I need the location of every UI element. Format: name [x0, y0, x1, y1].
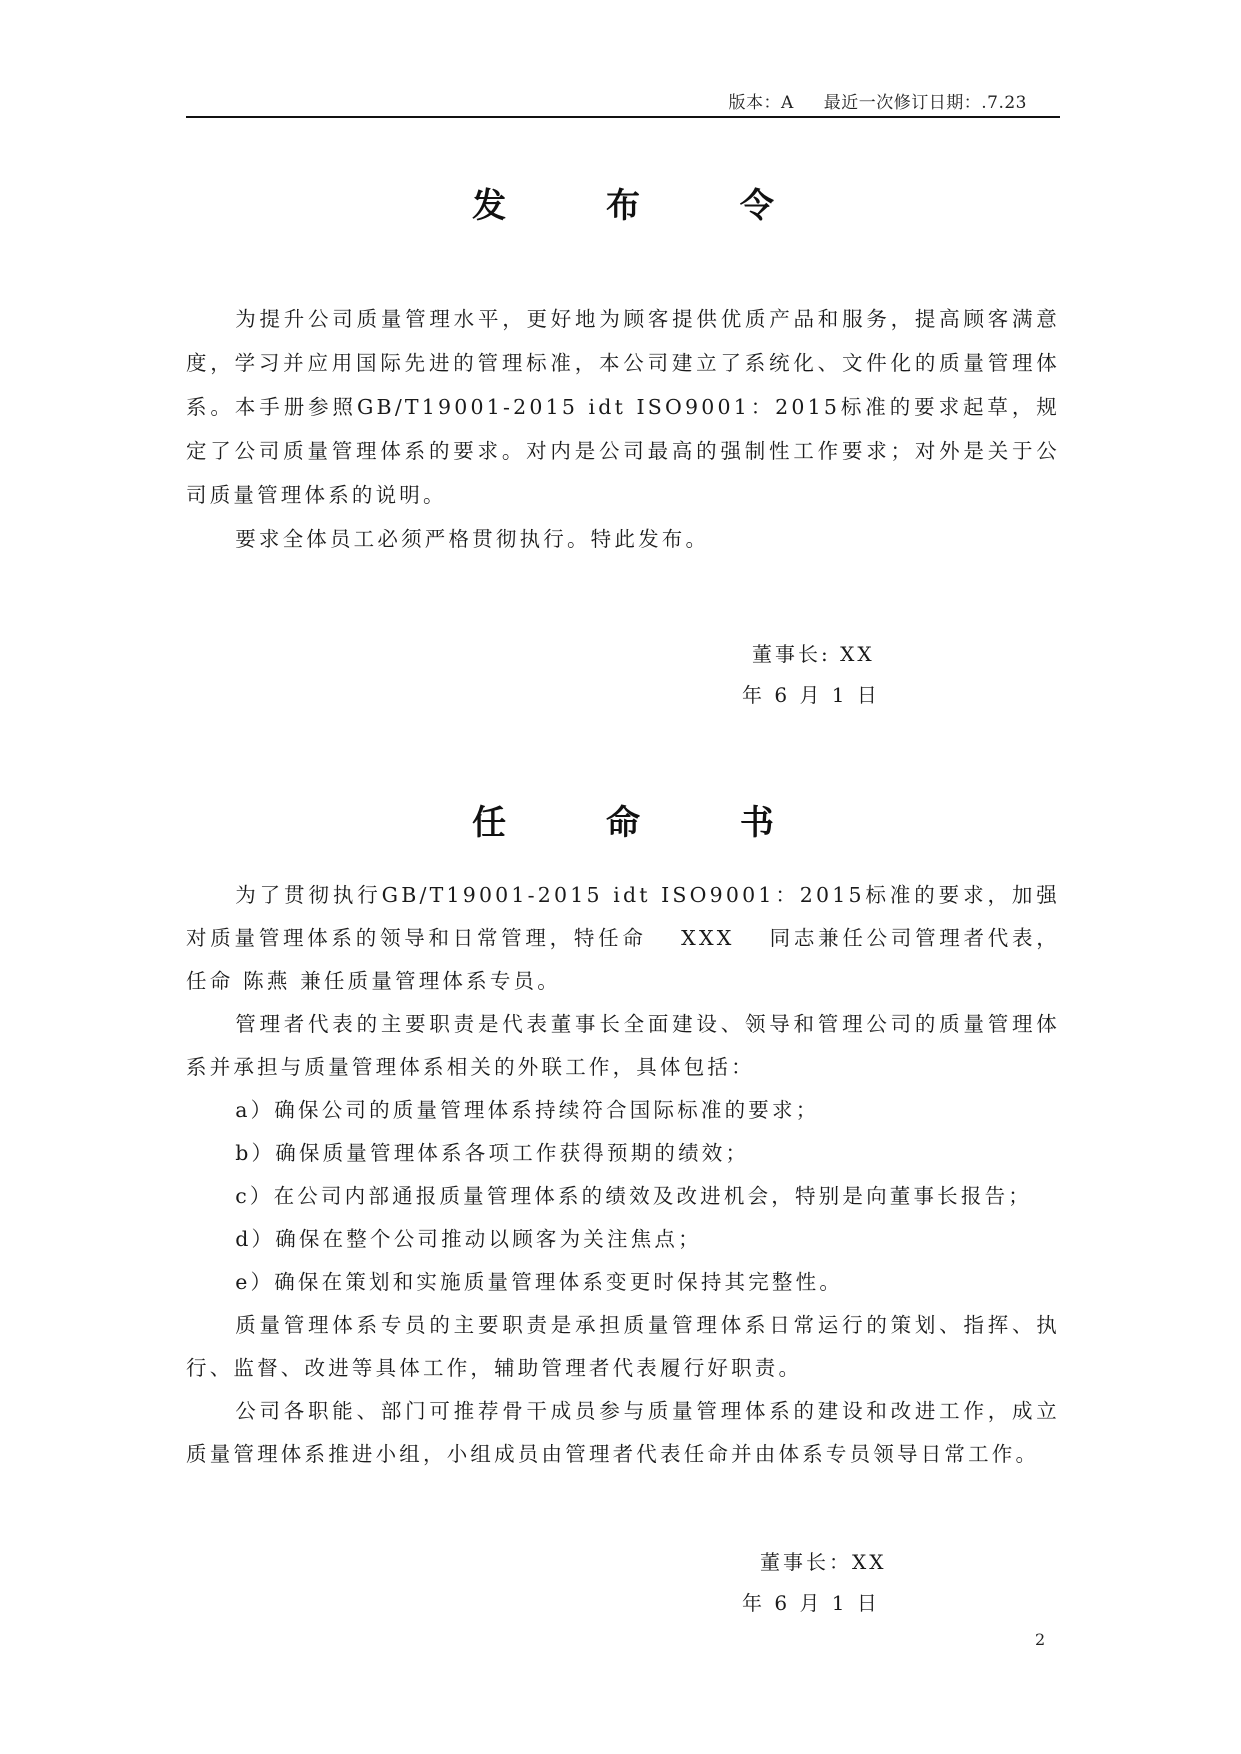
page-header [729, 88, 1027, 113]
duty-item-a: a）确保公司的质量管理体系持续符合国际标准的要求； [235, 1098, 820, 1122]
revision-date: 最近一次修订日期：.7.23 [823, 93, 1027, 113]
appointment-paragraph: 为了贯彻执行GB/T19001-2015 idt ISO9001：2015标准的要求，加强对质量管理体系的领导和日常管理，特任命 XXX 同志兼任公司管理者代表，任命 陈燕 兼任质量管理体系专员。 [186, 883, 1060, 993]
decree-paragraph: 要求全体员工必须严格贯彻执行。特此发布。 [235, 527, 710, 551]
duty-item-b: b）确保质量管理体系各项工作获得预期的绩效； [235, 1141, 750, 1165]
appointment-title-char: 书 [739, 803, 774, 843]
appointment-paragraph: 公司各职能、部门可推荐骨干成员参与质量管理体系的建设和改进工作，成立质量管理体系推进小组，小组成员由管理者代表任命并由体系专员领导日常工作。 [186, 1399, 1060, 1466]
decree-title-char: 发 [472, 186, 507, 226]
decree-signature: 董事长: XX [752, 642, 875, 666]
decree-title [186, 178, 1060, 227]
decree-paragraph: 为提升公司质量管理水平，更好地为顾客提供优质产品和服务，提高顾客满意度，学习并应用国际先进的管理标准，本公司建立了系统化、文件化的质量管理体系。本手册参照GB/T19001-2015 idt ISO9001：2015标准的要求起草，规定了公司质量管理体系的要求。对内是公司最高的强制性工作要求；对外是关于公司质量管理体系的说明。 [186, 307, 1060, 507]
appointment-body [186, 874, 1060, 1476]
page-number: 2 [1035, 1630, 1046, 1649]
header-divider [186, 116, 1060, 118]
appointment-paragraph: 管理者代表的主要职责是代表董事长全面建设、领导和管理公司的质量管理体系并承担与质量管理体系相关的外联工作，具体包括： [186, 1012, 1060, 1079]
duty-item-d: d）确保在整个公司推动以顾客为关注焦点； [235, 1227, 702, 1251]
appointment-paragraph: 质量管理体系专员的主要职责是承担质量管理体系日常运行的策划、指挥、执行、监督、改进等具体工作，辅助管理者代表履行好职责。 [186, 1313, 1060, 1380]
appointment-date: 年 6 月 1 日 [742, 1591, 880, 1615]
version-label: 版本：A [728, 93, 794, 113]
appointment-title-char: 任 [472, 803, 507, 843]
duty-item-c: c）在公司内部通报质量管理体系的绩效及改进机会，特别是向董事长报告； [235, 1184, 1032, 1208]
decree-date: 年 6 月 1 日 [742, 683, 880, 707]
appointment-signature: 董事长：XX [760, 1550, 887, 1574]
appointment-title [186, 795, 1060, 844]
decree-title-char: 布 [606, 186, 640, 226]
duty-item-e: e）确保在策划和实施质量管理体系变更时保持其完整性。 [235, 1270, 844, 1294]
decree-body [186, 297, 1060, 561]
decree-title-char: 令 [739, 186, 774, 226]
appointment-title-char: 命 [606, 803, 640, 843]
